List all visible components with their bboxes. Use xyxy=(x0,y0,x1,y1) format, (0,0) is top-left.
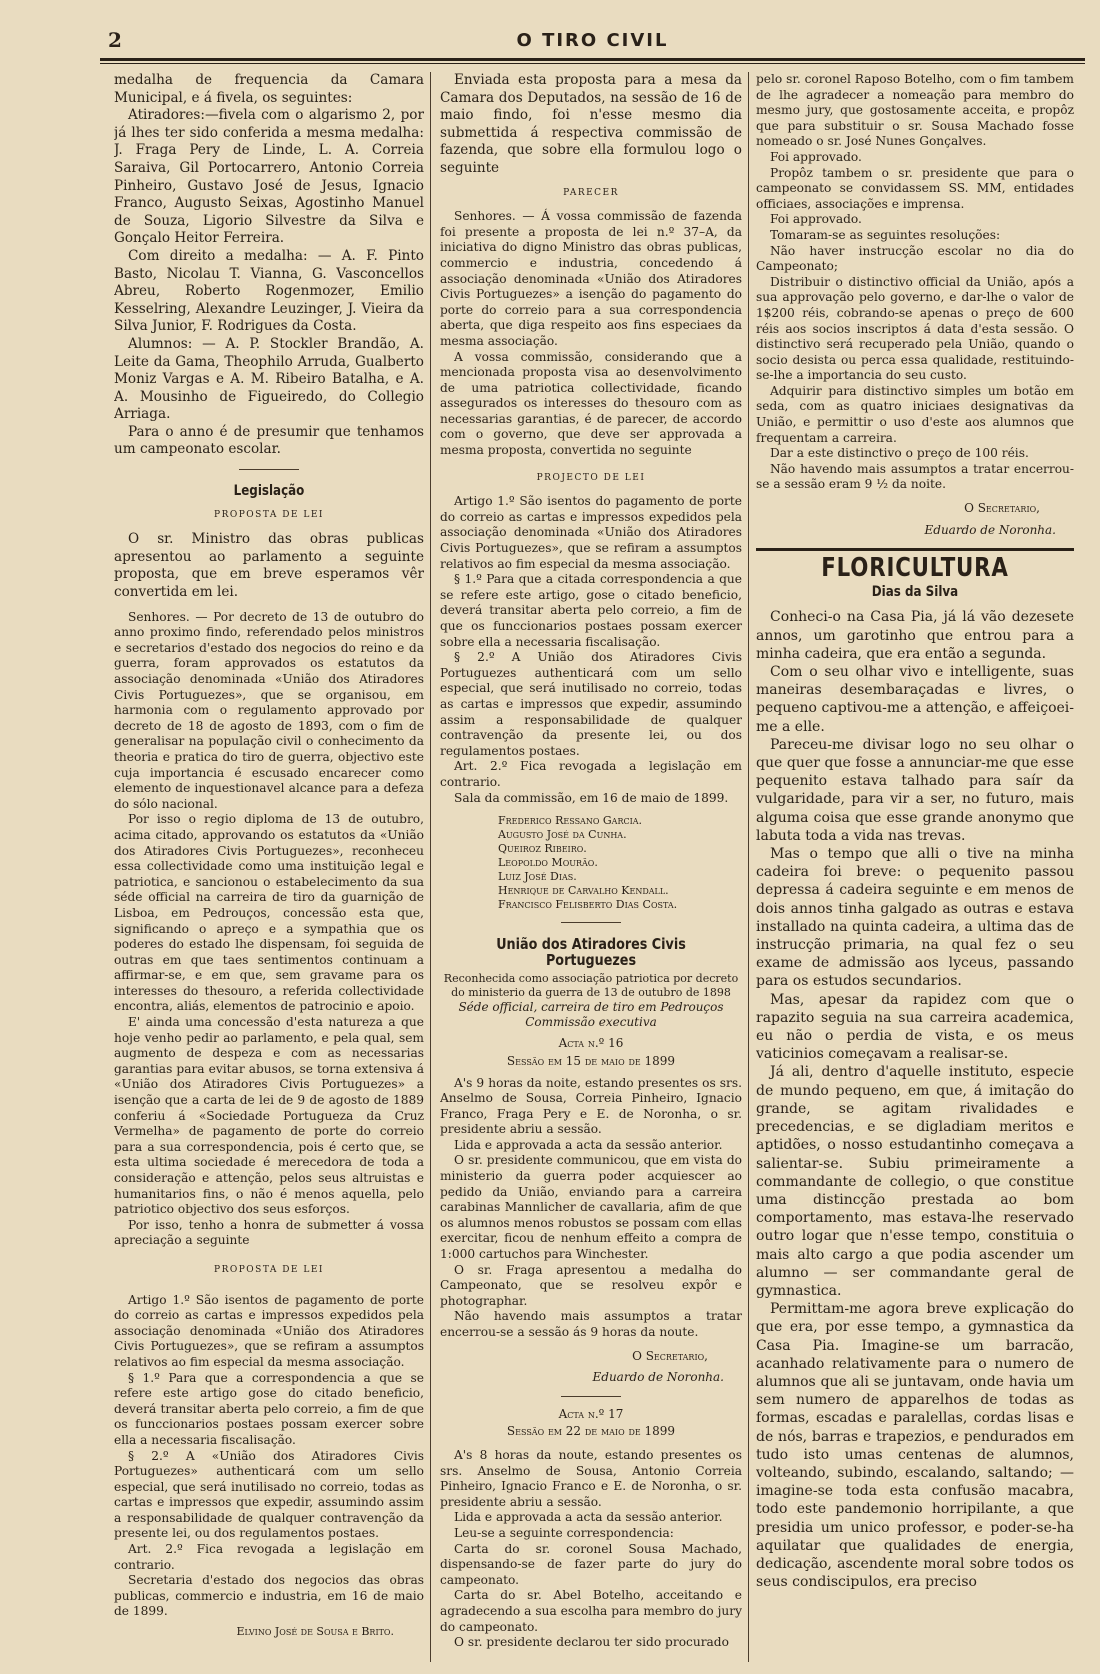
signature: Elvino José de Sousa e Brito. xyxy=(236,1625,394,1639)
column-divider xyxy=(748,72,749,1662)
paragraph: A's 9 horas da noite, estando presentes os srs. Anselmo de Sousa, Correia Pinheiro, Ignacio Franco, Fraga Pery e E. de Noronha, o sr. presidente abriu a sessão. xyxy=(440,1075,742,1137)
article-subtitle: Dias da Silva xyxy=(871,583,959,600)
signatory-list xyxy=(498,814,742,912)
paragraph: Carta do sr. coronel Sousa Machado, dispensando-se de fazer parte do jury do campeonato. xyxy=(440,1541,742,1587)
paragraph: Já ali, dentro d'aquelle instituto, especie de mundo pequeno, em que, á imitação do grande, se agitam rivalidades e precedencias, e se digladiam meritos e aptidões, o nosso estudantinho começava a salientar-se. Subiu primeiramente a commandante de collegio, o que constitue uma distincção prestada ao bom comportamento, mas estava-lhe reservado outro logar que n'esse tempo, constituia o mais alto cargo a que podia ascender um alumno — ser commandante geral de gymnastica. xyxy=(756,1064,1074,1299)
paragraph: Mas o tempo que alli o tive na minha cadeira foi breve: o pequenito passou depressa á cadeira seguinte e em menos de dois annos tinha galgado as outras e estava installado na quinta cadeira, a ultima das de instrucção primaria, na qual fez o seu exame de admissão aos lyceus, passando para os estudos secundarios. xyxy=(756,846,1074,990)
uniao-commission: Commissão executiva xyxy=(525,1015,657,1030)
paragraph: Adquirir para distinctivo simples um botão em seda, com as quatro iniciaes designativas da União, e permittir o uso d'este aos alumnos que frequentam a carreira. xyxy=(756,383,1074,445)
uniao-subtitle: Reconhecida como associação patriotica por decreto do ministerio da guerra de 13 de outubro de 1898 xyxy=(443,972,739,1000)
session-heading: Sessão em 15 de maio de 1899 xyxy=(506,1053,676,1068)
paragraph: Conheci-o na Casa Pia, já lá vão dezesete annos, um garotinho que entrou para a minha cadeira, que era então a segunda. xyxy=(756,609,1074,662)
section-subtitle: PROPOSTA DE LEI xyxy=(214,1264,324,1275)
section-title-legislacao: Legislação xyxy=(233,483,305,500)
section-title-uniao: União dos Atiradores Civis Portuguezes xyxy=(496,935,686,969)
paragraph: pelo sr. coronel Raposo Botelho, com o fim tambem de lhe agradecer a nomeação para membro do mesmo jury, que gostosamente acceita, e propôz que para substituir o sr. Sousa Machado fosse nomeado o sr. José Nunes Gonçalves. xyxy=(756,72,1074,149)
signatory: Francisco Felisberto Dias Costa. xyxy=(498,898,678,912)
column-2 xyxy=(440,72,742,1667)
paragraph: Não havendo mais assumptos a tratar encerrou-se a sessão ás 9 horas da noute. xyxy=(440,1309,742,1339)
signatory: Augusto José da Cunha. xyxy=(498,828,627,842)
paragraph: Distribuir o distinctivo official da União, após a sua approvação pelo governo, e dar-lhe o valor de 1$200 réis, cobrando-se apenas o preço de 600 réis aos socios inscriptos á data d'esta sessão. O distinctivo será recuperado pela União, quando o socio desista ou perca essa qualidade, restituindo-se-lhe a importancia do seu custo. xyxy=(756,274,1074,383)
signatory: Queiroz Ribeiro. xyxy=(498,842,587,856)
secretary-label: O Secretario, xyxy=(632,1348,708,1363)
session-heading: Sessão em 22 de maio de 1899 xyxy=(506,1424,676,1439)
section-subtitle: PROPOSTA DE LEI xyxy=(214,509,324,520)
signatory: Frederico Ressano Garcia. xyxy=(498,814,643,828)
secretary-label: O Secretario, xyxy=(964,501,1040,516)
paragraph: Artigo 1.º São isentos de pagamento de porte do correio as cartas e impressos expedidos pela associação denominada «União dos Atiradores Civis Portuguezes», que se refiram a assumptos relativos ao fim especial da mesma associação. xyxy=(114,1292,424,1369)
paragraph: Alumnos: — A. P. Stockler Brandão, A. Leite da Gama, Theophilo Arruda, Gualberto Moniz Vargas e A. M. Ribeiro Batalha, e A. A. Mousinho de Figueiredo, do Collegio Arriaga. xyxy=(114,335,424,423)
acta-heading: Acta n.º 16 xyxy=(558,1036,624,1051)
paragraph: Permittam-me agora breve explicação do que era, por esse tempo, a gymnastica da Casa Pia. Imagine-se um barracão, acanhado relativamente para o numero de alumnos que ali se juntavam, onde havia um sem numero de apparelhos de todas as formas, escadas e paralellas, cordas lisas e de nós, barras e trapezios, e pendurados em tudo isto umas centenas de alumnos, volteando, subindo, escalando, saltando; — imagine-se toda esta confusão macabra, todo este pandemonio horripilante, a que presidia um unico professor, e poder-se-ha aquilatar que qualidades de energia, dedicação, ascendente moral sobre todos os seus condiscipulos, era preciso xyxy=(756,1301,1074,1591)
secretary-name: Eduardo de Noronha. xyxy=(924,522,1056,537)
secretary-name: Eduardo de Noronha. xyxy=(592,1370,724,1385)
floricultura-article xyxy=(756,608,1074,1591)
separator xyxy=(561,1396,621,1397)
paragraph: Não haver instrucção escolar no dia do Campeonato; xyxy=(756,243,1074,274)
signatory: Leopoldo Mourão. xyxy=(498,856,598,870)
paragraph: A's 8 horas da noute, estando presentes os srs. Anselmo de Sousa, Antonio Correia Pinheiro, Ignacio Franco e E. de Noronha, o sr. presidente abriu a sessão. xyxy=(440,1447,742,1509)
paragraph: Enviada esta proposta para a mesa da Camara dos Deputados, na sessão de 16 de maio findo, foi n'esse mesmo dia submettida á respectiva commissão de fazenda, que sobre ella formulou logo o seguinte xyxy=(440,72,742,176)
paragraph: Por isso, tenho a honra de submetter á vossa apreciação a seguinte xyxy=(114,1217,424,1248)
paragraph: § 1.º Para que a citada correspondencia a que se refere este artigo, gose o citado beneficio, deverá transitar aberta pelo correio, a fim de que os funccionarios postaes possam exercer sobre ella a necessaria fiscalisação. xyxy=(440,572,742,649)
paragraph: E' ainda uma concessão d'esta natureza a que hoje venho pedir ao parlamento, e pela qual, sem augmento de despeza e com as necessarias garantias para evitar abusos, se torna extensiva á «União dos Atiradores Civis Portuguezes» a isenção que a carta de lei de 9 de agosto de 1889 conferiu á «Sociedade Portugueza da Cruz Vermelha» de pagamento de porte do correio para a sua correspondencia, pois é certo que, se esta ultima sociedade é merecedora de toda a consideração e attenção, pelos seus altruistas e humanitarios fins, o não é menos aquella, pelo patriotico objectivo dos seus esforços. xyxy=(114,1015,424,1217)
paragraph: O sr. Fraga apresentou a medalha do Campeonato, que se resolveu expôr e photographar. xyxy=(440,1262,742,1308)
paragraph: Foi approvado. xyxy=(770,149,862,164)
section-title-floricultura: FLORICULTURA xyxy=(821,553,1009,584)
paragraph: Atiradores:—fivela com o algarismo 2, por já lhes ter sido conferida a mesma medalha: J. Fraga Pery de Linde, L. A. Correia Saraiva, Gil Portocarrero, Antonio Correia Pinheiro, Gustavo José de Jesus, Ignacio Franco, Augusto Seixas, Agostinho Manuel de Souza, Ligorio Silvestre da Silva e Gonçalo Heitor Ferreira. xyxy=(114,107,424,247)
paragraph: O sr. Ministro das obras publicas apresentou ao parlamento a seguinte proposta, que em breve esperamos vêr convertida em lei. xyxy=(114,531,424,601)
paragraph: Dar a este distinctivo o preço de 100 réis. xyxy=(770,446,1029,461)
page-number: 2 xyxy=(108,28,122,52)
signatory: Henrique de Carvalho Kendall. xyxy=(498,884,669,898)
column-3 xyxy=(756,72,1074,1667)
section-subtitle: PROJECTO DE LEI xyxy=(536,472,646,483)
paragraph: Para o anno é de presumir que tenhamos um campeonato escolar. xyxy=(114,423,424,458)
paragraph: § 2.º A «União dos Atiradores Civis Portuguezes» authenticará com um sello especial, que será inutilisado no correio, todas as cartas e impressos que expedir, assumindo assim a responsabilidade de qualquer contravenção da presente lei, ou dos regulamentos postaes. xyxy=(114,1448,424,1541)
paragraph: Tomaram-se as seguintes resoluções: xyxy=(770,227,1001,242)
paragraph: O sr. presidente declarou ter sido procurado xyxy=(454,1635,729,1650)
paragraph: Artigo 1.º São isentos do pagamento de porte do correio as cartas e impressos expedidos pela associação denominada «União dos Atiradores Civis Portuguezes», que se refiram a assumptos relativos ao fim especial da mesma associação. xyxy=(440,494,742,571)
paragraph: Pareceu-me divisar logo no seu olhar o que quer que fosse a annunciar-me que esse pequenito estava talhado para saír da vulgaridade, para vir a ser, no futuro, mais alguma coisa que esse grande anonymo que labuta toda a vida nas trevas. xyxy=(756,736,1074,844)
paragraph: Sala da commissão, em 16 de maio de 1899. xyxy=(454,790,729,805)
paragraph: Lida e approvada a acta da sessão anterior. xyxy=(454,1137,723,1152)
masthead-rule xyxy=(100,58,1085,61)
paragraph: Secretaria d'estado dos negocios das obras publicas, commercio e industria, em 16 de maio de 1899. xyxy=(114,1573,424,1619)
section-rule xyxy=(756,548,1074,551)
uniao-seat: Séde official, carreira de tiro em Pedrouços xyxy=(458,1000,724,1015)
newspaper-title: O TIRO CIVIL xyxy=(516,30,669,51)
paragraph: Senhores. — Á vossa commissão de fazenda foi presente a proposta de lei n.º 37–A, da iniciativa do digno Ministro das obras publicas, commercio e industria, concedendo á associação denominada «União dos Atiradores Civis Portuguezes» a isenção do pagamento do porte do correio para a sua correspondencia aberta, que diga respeito aos fins especiaes da mesma associação. xyxy=(440,209,742,348)
masthead-rule-thin xyxy=(100,63,1085,64)
paragraph: Propôz tambem o sr. presidente que para o campeonato se convidassem SS. MM, entidades officiaes, associações e imprensa. xyxy=(756,165,1074,211)
paragraph: Por isso o regio diploma de 13 de outubro, acima citado, approvando os estatutos da «União dos Atiradores Civis Portuguezes», reconheceu essa collectividade como uma instituição legal e patriotica, e sancionou o estabelecimento da sua séde official na carreira de tiro da guarnição de Lisboa, em Pedrouços, concessão esta que, significando o apreço e a sympathia que os poderes do estado lhe dispensam, foi seguida de outras em que taes sentimentos continuam a affirmar-se, e em que, sem gravame para os interesses do thesouro, a referida collectividade encontra, aliás, elementos de patrocinio e apoio. xyxy=(114,812,424,1014)
paragraph: Mas, apesar da rapidez com que o rapazito seguia na sua carreira academica, eu não o perdia de vista, e os meus vaticinios começavam a realisar-se. xyxy=(756,991,1074,1063)
paragraph: medalha de frequencia da Camara Municipal, e á fivela, os seguintes: xyxy=(114,72,424,106)
paragraph: O sr. presidente communicou, que em vista do ministerio da guerra poder acquiescer ao pedido da União, enviando para a carreira carabinas Mannlicher de cavallaria, afim de que os alumnos menos robustos se possam com ellas exercitar, ficou de nenhum effeito a compra de 1:000 cartuchos para Winchester. xyxy=(440,1153,742,1262)
paragraph: Carta do sr. Abel Botelho, acceitando e agradecendo a sua escolha para membro do jury do campeonato. xyxy=(440,1588,742,1634)
paragraph: Lida e approvada a acta da sessão anterior. xyxy=(454,1510,723,1525)
section-subtitle: PARECER xyxy=(563,187,619,198)
paragraph: Art. 2.º Fica revogada a legislação em contrario. xyxy=(440,759,742,789)
acta-heading: Acta n.º 17 xyxy=(558,1406,624,1421)
paragraph: Senhores. — Por decreto de 13 de outubro do anno proximo findo, referendado pelos ministros e secretarios d'estado dos negocios do reino e da guerra, foram approvados os estatutos da associação denominada «União dos Atiradores Civis Portuguezes», que se organisou, em harmonia com o regulamento approvado por decreto de 18 de agosto de 1893, com o fim de generalisar na população civil o conhecimento da theoria e pratica do tiro de guerra, objectivo este cuja importancia é escusado encarecer como elemento de inquestionavel alcance para a defeza do sólo nacional. xyxy=(114,609,424,811)
paragraph: § 1.º Para que a correspondencia a que se refere este artigo gose do citado beneficio, deverá transitar aberta pelo correio, a fim de que os funccionarios postaes possam exercer sobre ella a necessaria fiscalisação. xyxy=(114,1370,424,1447)
signatory: Luiz José Dias. xyxy=(498,870,577,884)
paragraph: Com o seu olhar vivo e intelligente, suas maneiras desembaraçadas e livres, o pequeno captivou-me a attenção, e affeiçoei-me a elle. xyxy=(756,664,1074,735)
paragraph: Não havendo mais assumptos a tratar encerrou-se a sessão eram 9 ½ da noite. xyxy=(756,461,1074,492)
paragraph: § 2.º A União dos Atiradores Civis Portuguezes authenticará com um sello especial, que será inutilisado no correio, todas as cartas e impressos que expedir, assumindo assim a responsabilidade de qualquer contravenção da presente lei, ou dos regulamentos postaes. xyxy=(440,650,742,758)
masthead xyxy=(100,26,1085,52)
paragraph: Art. 2.º Fica revogada a legislação em contrario. xyxy=(114,1542,424,1572)
paragraph: Com direito a medalha: — A. F. Pinto Basto, Nicolau T. Vianna, G. Vasconcellos Abreu, Roberto Rogenmozer, Emilio Kesselring, Alexandre Leuzinger, J. Vieira da Silva Junior, F. Rodrigues da Costa. xyxy=(114,247,424,335)
separator xyxy=(561,922,621,923)
column-divider xyxy=(430,72,431,1662)
paragraph: Foi approvado. xyxy=(770,212,862,227)
paragraph: Leu-se a seguinte correspondencia: xyxy=(454,1525,674,1540)
column-1 xyxy=(114,72,424,1667)
separator xyxy=(239,469,299,470)
paragraph: A vossa commissão, considerando que a mencionada proposta visa ao desenvolvimento de uma patriotica collectividade, ficando assegurados os interesses do thesouro com as necessarias garantias, é de parecer, de accordo com o governo, que deve ser approvada a mesma proposta, convertida no seguinte xyxy=(440,349,742,458)
